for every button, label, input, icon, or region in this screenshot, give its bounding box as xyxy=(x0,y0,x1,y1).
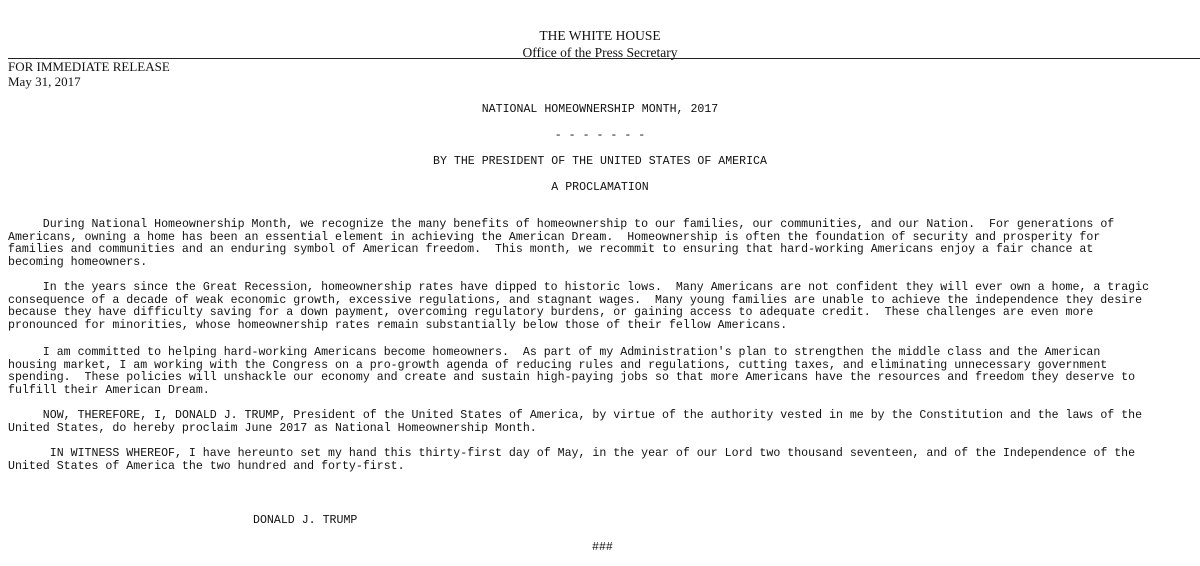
proclamation-heading: A PROCLAMATION xyxy=(551,181,649,194)
press-office-subtitle: Office of the Press Secretary xyxy=(522,45,678,60)
paragraph-3: I am committed to helping hard-working Americans become homeowners. As part of my Administration's plan to strengthen the middle class and the American housing market, I am working with the Congress on a pro-growth agenda of reducing rules and regulations, cutting taxes, and eliminating unnecessary government spending. These policies will unshackle our economy and create and sustain high-paying jobs so that more Americans have the resources and freedom they deserve to fulfill their American Dream. xyxy=(8,346,1136,397)
release-label: FOR IMMEDIATE RELEASE xyxy=(8,59,170,74)
title-separator: - - - - - - - xyxy=(554,129,646,142)
paragraph-4: NOW, THEREFORE, I, DONALD J. TRUMP, President of the United States of America, by virtue of the authority vested in me by the Constitution and the laws of the United States, do hereby proclaim June 2017 as National Homeownership Month. xyxy=(8,409,1143,435)
end-mark: ### xyxy=(592,541,613,554)
paragraph-1: During National Homeownership Month, we recognize the many benefits of homeownership to our families, our communities, and our Nation. For generations of Americans, owning a home has been an essential element in achieving the American Dream. Homeownership is often the foundation of security and prosperity for families and communities and an enduring symbol of American freedom. This month, we recommit to ensuring that hard-working Americans enjoy a fair chance at becoming homeowners. xyxy=(8,218,1115,269)
signature: DONALD J. TRUMP xyxy=(253,514,358,527)
white-house-title: THE WHITE HOUSE xyxy=(539,28,661,43)
by-line: BY THE PRESIDENT OF THE UNITED STATES OF AMERICA xyxy=(433,155,767,168)
release-date: May 31, 2017 xyxy=(8,73,81,89)
proclamation-title: NATIONAL HOMEOWNERSHIP MONTH, 2017 xyxy=(481,103,719,116)
paragraph-5: IN WITNESS WHEREOF, I have hereunto set my hand this thirty-first day of May, in the year of our Lord two thousand seventeen, and of the Independence of the United States of America the two hundred and forty-first. xyxy=(8,447,1136,473)
header-divider xyxy=(8,58,1200,59)
release-info xyxy=(8,60,170,89)
paragraph-2: In the years since the Great Recession, homeownership rates have dipped to historic lows. Many Americans are not confident they will ever own a home, a tragic consequence of a decade of weak economic growth, excessive regulations, and stagnant wages. Many young families are unable to achieve the independence they desire because they have difficulty saving for a down payment, overcoming regulatory burdens, or gaining access to adequate credit. These challenges are even more pronounced for minorities, whose homeownership rates remain substantially below those of their fellow Americans. xyxy=(8,281,1150,332)
